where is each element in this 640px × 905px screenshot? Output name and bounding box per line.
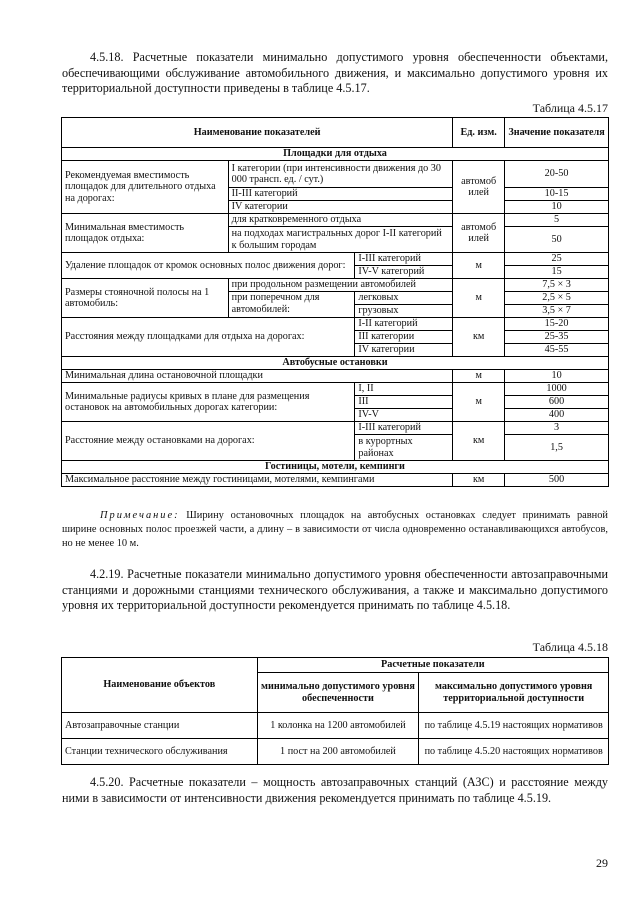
- row-distance-between-stops: Расстояние между остановками на дорогах:: [62, 422, 355, 461]
- table-4-5-18-caption: Таблица 4.5.18: [532, 640, 608, 654]
- section-rest-areas: Площадки для отдыха: [62, 148, 609, 161]
- note-label: Примечание:: [100, 510, 180, 521]
- cell-sub: IV категории: [355, 344, 453, 357]
- table-4-5-18: [61, 657, 609, 765]
- header-min-level: минимально допустимого уровня обеспеченности: [257, 673, 419, 713]
- section-bus-stops: Автобусные остановки: [62, 357, 609, 370]
- header-indicator-name: Наименование показателей: [62, 118, 453, 148]
- cell-unit: м: [453, 279, 505, 318]
- cell-unit: км: [453, 422, 505, 461]
- cell-sub: в курортных районах: [355, 435, 453, 461]
- paragraph-4-5-18: 4.5.18. Расчетные показатели минимально допустимого уровня обеспеченности объектами, обеспечивающими обслуживание автомобильного движения, и максимально допустимого уровня их территориальной доступности приведены в таблице 4.5.17.: [62, 50, 608, 95]
- header-object-name: Наименование объектов: [62, 658, 258, 713]
- cell-sub: IV-V категорий: [355, 266, 453, 279]
- cell-min: 1 пост на 200 автомобилей: [257, 739, 419, 765]
- cell-unit: автомоб илей: [453, 214, 505, 253]
- cell-sub: I категории (при интенсивности движения до 30 000 трансп. ед. / сут.): [228, 161, 453, 188]
- cell-unit: м: [453, 383, 505, 422]
- header-unit: Ед. изм.: [453, 118, 505, 148]
- cell-value: 500: [505, 474, 609, 487]
- row-min-capacity: Минимальная вместимость площадок отдыха:: [62, 214, 229, 253]
- row-service-stations: Станции технического обслуживания: [62, 739, 258, 765]
- cell-value: 3: [505, 422, 609, 435]
- cell-value: 25-35: [505, 331, 609, 344]
- note-text: Ширину остановочных площадок на автобусных остановках следует принимать равной ширине основных полос проезжей части, а длину – в зависимости от числа одновременно останавливающихся автобусов, но не менее 10 м.: [62, 510, 608, 549]
- header-max-level: максимально допустимого уровня территориальной доступности: [419, 673, 609, 713]
- paragraph-4-2-19: 4.2.19. Расчетные показатели минимально допустимого уровня обеспеченности автозаправочными станциями и дорожными станциями технического обслуживания, а также и максимально допустимого уровня их территориальной доступности рекомендуется принимать по таблице 4.5.18.: [62, 567, 608, 612]
- cell-value: 20-50: [505, 161, 609, 188]
- cell-value: 1,5: [505, 435, 609, 461]
- section-hotels: Гостиницы, мотели, кемпинги: [62, 461, 609, 474]
- cell-sub: для кратковременного отдыха: [228, 214, 453, 227]
- cell-sub: II-III категорий: [228, 188, 453, 201]
- cell-sub: IV категории: [228, 201, 453, 214]
- cell-unit: м: [453, 253, 505, 279]
- row-min-stop-length: Минимальная длина остановочной площадки: [62, 370, 453, 383]
- cell-sub: I-III категорий: [355, 253, 453, 266]
- header-value: Значение показателя: [505, 118, 609, 148]
- cell-unit: км: [453, 318, 505, 357]
- cell-max: по таблице 4.5.20 настоящих нормативов: [419, 739, 609, 765]
- cell-value: 3,5 × 7: [505, 305, 609, 318]
- cell-sub: при продольном размещении автомобилей: [228, 279, 453, 292]
- cell-unit: автомоб илей: [453, 161, 505, 214]
- cell-sub: легковых: [355, 292, 453, 305]
- cell-value: 1000: [505, 383, 609, 396]
- row-min-curve-radius: Минимальные радиусы кривых в плане для размещения остановок на автомобильных дорогах категории:: [62, 383, 355, 422]
- cell-sub: III категории: [355, 331, 453, 344]
- cell-sub: I, II: [355, 383, 453, 396]
- cell-value: 400: [505, 409, 609, 422]
- cell-value: 10: [505, 370, 609, 383]
- cell-value: 7,5 × 3: [505, 279, 609, 292]
- cell-sub: I-II категорий: [355, 318, 453, 331]
- row-gas-stations: Автозаправочные станции: [62, 713, 258, 739]
- row-distance-between-areas: Расстояния между площадками для отдыха на дорогах:: [62, 318, 355, 357]
- row-max-hotel-distance: Максимальное расстояние между гостиницами, мотелями, кемпингами: [62, 474, 453, 487]
- cell-sub: IV-V: [355, 409, 453, 422]
- row-capacity-long-rest: Рекомендуемая вместимость площадок для длительного отдыха на дорогах:: [62, 161, 229, 214]
- cell-value: 5: [505, 214, 609, 227]
- cell-unit: км: [453, 474, 505, 487]
- row-distance-from-lanes: Удаление площадок от кромок основных полос движения дорог:: [62, 253, 355, 279]
- cell-sub: III: [355, 396, 453, 409]
- cell-value: 15: [505, 266, 609, 279]
- cell-value: 600: [505, 396, 609, 409]
- row-parking-size: Размеры стояночной полосы на 1 автомобиль:: [62, 279, 229, 318]
- cell-value: 25: [505, 253, 609, 266]
- cell-sub: I-III категорий: [355, 422, 453, 435]
- cell-value: 50: [505, 227, 609, 253]
- cell-value: 2,5 × 5: [505, 292, 609, 305]
- header-calc-indicators: Расчетные показатели: [257, 658, 608, 673]
- table-4-5-17-caption: Таблица 4.5.17: [532, 101, 608, 115]
- cell-value: 10-15: [505, 188, 609, 201]
- paragraph-4-5-20: 4.5.20. Расчетные показатели – мощность автозаправочных станций (АЗС) и расстояние между ними в зависимости от интенсивности движения рекомендуется принимать по таблице 4.5.19.: [62, 775, 608, 805]
- cell-value: 45-55: [505, 344, 609, 357]
- cell-value: 15-20: [505, 318, 609, 331]
- cell-min: 1 колонка на 1200 автомобилей: [257, 713, 419, 739]
- cell-sub: на подходах магистральных дорог I-II категорий к большим городам: [228, 227, 453, 253]
- table-note: [62, 509, 608, 551]
- table-4-5-17: [61, 117, 609, 487]
- cell-sub: при поперечном для автомобилей:: [228, 292, 355, 318]
- cell-value: 10: [505, 201, 609, 214]
- page-number: 29: [596, 856, 608, 870]
- cell-max: по таблице 4.5.19 настоящих нормативов: [419, 713, 609, 739]
- cell-sub: грузовых: [355, 305, 453, 318]
- cell-unit: м: [453, 370, 505, 383]
